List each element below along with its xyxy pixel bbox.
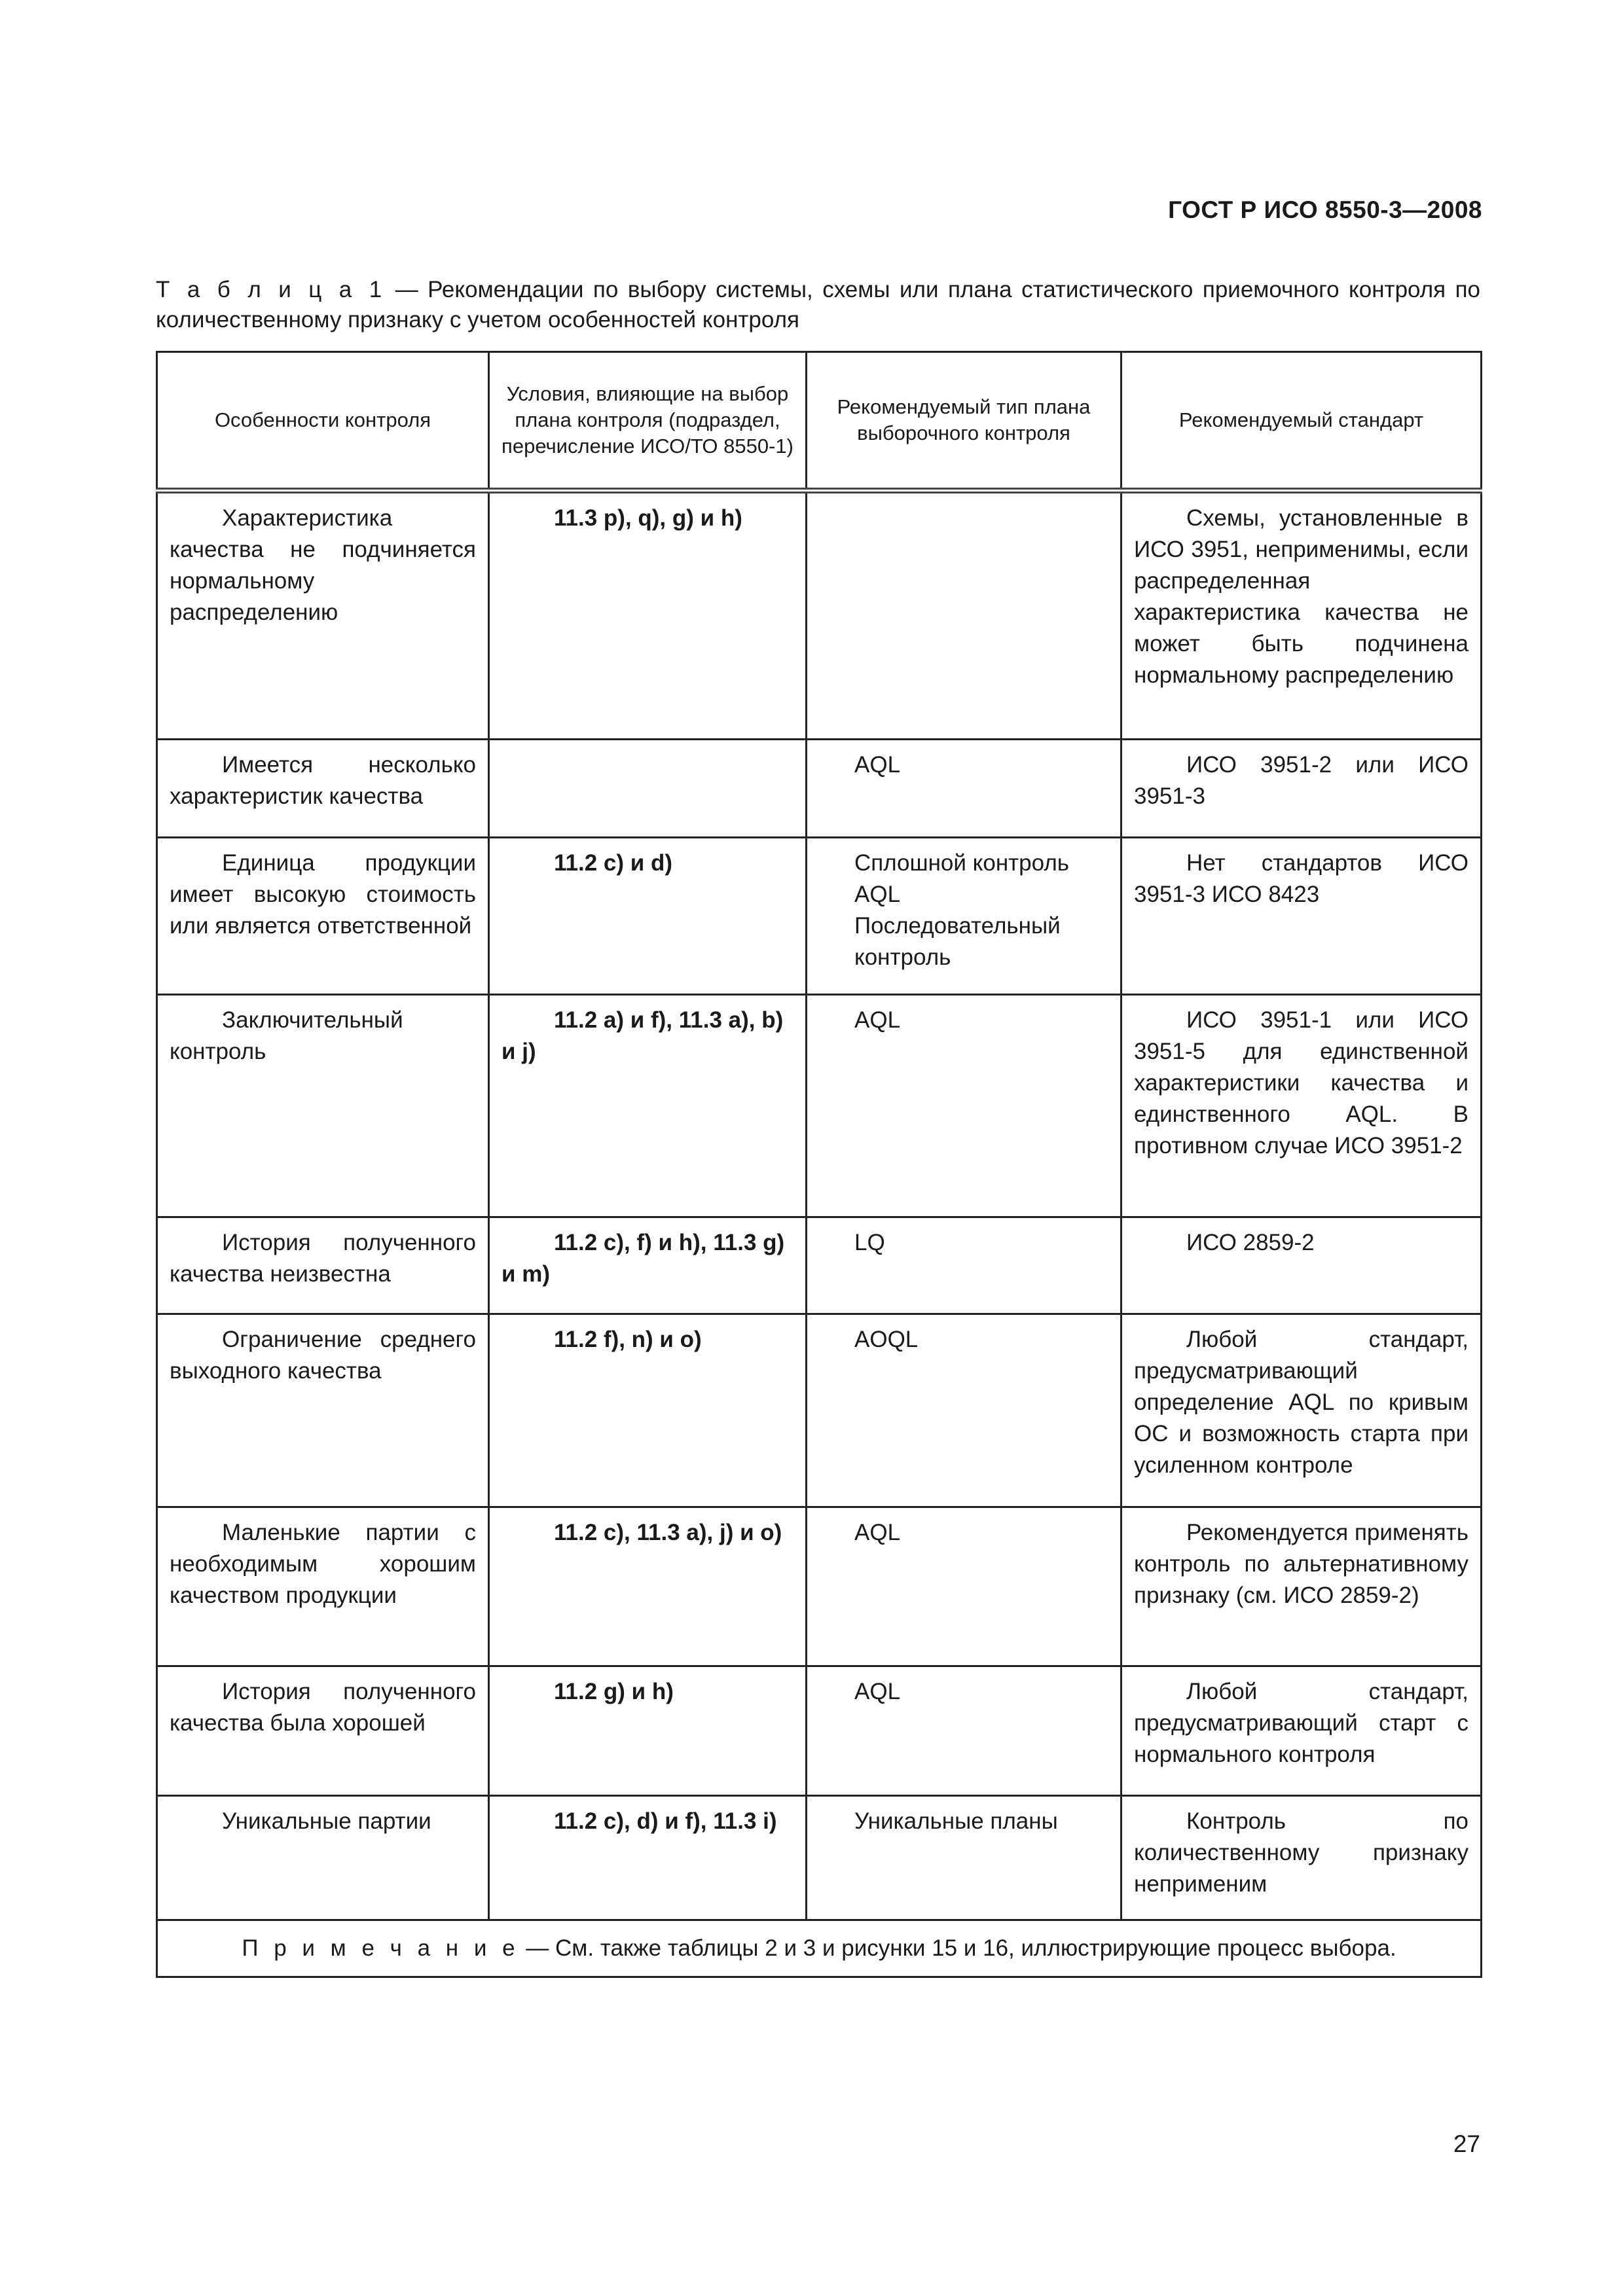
plan-type-line: AQL xyxy=(854,1679,901,1704)
cell-conditions: 11.2 g) и h) xyxy=(489,1666,807,1796)
cell-plan-type xyxy=(807,838,1122,995)
cell-standard: ИСО 2859-2 xyxy=(1122,1217,1482,1314)
note-text: — См. также таблицы 2 и 3 и рисунки 15 и 16, иллюстрирующие процесс выбора. xyxy=(519,1935,1396,1961)
page-number: 27 xyxy=(1453,2130,1480,2157)
caption-label: Т а б л и ц а 1 xyxy=(156,277,386,302)
cell-standard: Любой стандарт, предусматривающий определение AQL по кривым ОС и возможность старта при усиленном контроле xyxy=(1122,1314,1482,1507)
table-row xyxy=(157,740,1482,838)
cell-conditions: 11.2 a) и f), 11.3 a), b) и j) xyxy=(489,995,807,1217)
plan-type-line: AOQL xyxy=(854,1327,919,1352)
table-row xyxy=(157,838,1482,995)
cell-feature: Уникальные партии xyxy=(157,1796,489,1920)
table-caption xyxy=(156,275,1480,335)
cell-plan-type xyxy=(807,1217,1122,1314)
plan-type-line: AQL xyxy=(854,882,901,907)
cell-conditions: 11.2 c), 11.3 a), j) и o) xyxy=(489,1507,807,1666)
plan-type-line: LQ xyxy=(854,1230,885,1255)
cell-standard: ИСО 3951-1 или ИСО 3951-5 для единственной характеристики качества и единственного AQL. В противном случае ИСО 3951-2 xyxy=(1122,995,1482,1217)
cell-standard: Контроль по количественному признаку неприменим xyxy=(1122,1796,1482,1920)
cell-plan-type xyxy=(807,1666,1122,1796)
cell-feature: Ограничение среднего выходного качества xyxy=(157,1314,489,1507)
cell-feature: Заключительный контроль xyxy=(157,995,489,1217)
plan-type-line: Последовательный контроль xyxy=(854,913,1061,970)
cell-conditions: 11.2 c) и d) xyxy=(489,838,807,995)
cell-plan-type xyxy=(807,491,1122,740)
table-row xyxy=(157,995,1482,1217)
table-row xyxy=(157,1217,1482,1314)
cell-standard: Рекомендуется применять контроль по альтернативному признаку (см. ИСО 2859-2) xyxy=(1122,1507,1482,1666)
table-row xyxy=(157,1796,1482,1920)
plan-type-line: Сплошной контроль xyxy=(854,850,1070,876)
plan-type-line: Уникальные планы xyxy=(854,1808,1058,1834)
cell-feature: Характеристика качества не подчиняется нормальному распределению xyxy=(157,491,489,740)
cell-plan-type xyxy=(807,740,1122,838)
table-row xyxy=(157,1314,1482,1507)
table-row xyxy=(157,1507,1482,1666)
cell-standard: Любой стандарт, предусматривающий старт с нормального контроля xyxy=(1122,1666,1482,1796)
cell-conditions: 11.2 f), n) и o) xyxy=(489,1314,807,1507)
note-row xyxy=(157,1920,1482,1977)
plan-type-line: AQL xyxy=(854,1007,901,1033)
cell-conditions: 11.3 p), q), g) и h) xyxy=(489,491,807,740)
cell-standard: Нет стандартов ИСО 3951-3 ИСО 8423 xyxy=(1122,838,1482,995)
header-standard: Рекомендуемый стандарт xyxy=(1122,352,1482,491)
cell-conditions: 11.2 c), d) и f), 11.3 i) xyxy=(489,1796,807,1920)
cell-plan-type xyxy=(807,1507,1122,1666)
document-id: ГОСТ Р ИСО 8550-3—2008 xyxy=(1168,196,1482,223)
note-label: П р и м е ч а н и е xyxy=(242,1935,520,1961)
cell-feature: Маленькие партии с необходимым хорошим качеством продукции xyxy=(157,1507,489,1666)
cell-plan-type xyxy=(807,1314,1122,1507)
table-row xyxy=(157,491,1482,740)
plan-type-line: AQL xyxy=(854,752,901,778)
cell-feature: Имеется несколько характеристик качества xyxy=(157,740,489,838)
cell-conditions: 11.2 c), f) и h), 11.3 g) и m) xyxy=(489,1217,807,1314)
cell-feature: История полученного качества была хорошей xyxy=(157,1666,489,1796)
cell-feature: Единица продукции имеет высокую стоимость или является ответственной xyxy=(157,838,489,995)
header-plan-type: Рекомендуемый тип плана выборочного контроля xyxy=(807,352,1122,491)
cell-conditions xyxy=(489,740,807,838)
cell-feature: История полученного качества неизвестна xyxy=(157,1217,489,1314)
recommendations-table xyxy=(156,351,1482,1978)
table-row xyxy=(157,1666,1482,1796)
header-conditions: Условия, влияющие на выбор плана контроля (подраздел, перечисление ИСО/ТО 8550-1) xyxy=(489,352,807,491)
table-note xyxy=(157,1920,1482,1977)
header-features: Особенности контроля xyxy=(157,352,489,491)
cell-plan-type xyxy=(807,995,1122,1217)
plan-type-line: AQL xyxy=(854,1520,901,1545)
table-header-row xyxy=(157,352,1482,491)
caption-text: — Рекомендации по выбору системы, схемы или плана статистического приемочного контроля по количественному признаку с учетом особенностей контроля xyxy=(156,277,1480,332)
cell-standard: Схемы, установленные в ИСО 3951, неприменимы, если распределенная характеристика качества не может быть подчинена нормальному распределению xyxy=(1122,491,1482,740)
cell-standard: ИСО 3951-2 или ИСО 3951-3 xyxy=(1122,740,1482,838)
cell-plan-type xyxy=(807,1796,1122,1920)
